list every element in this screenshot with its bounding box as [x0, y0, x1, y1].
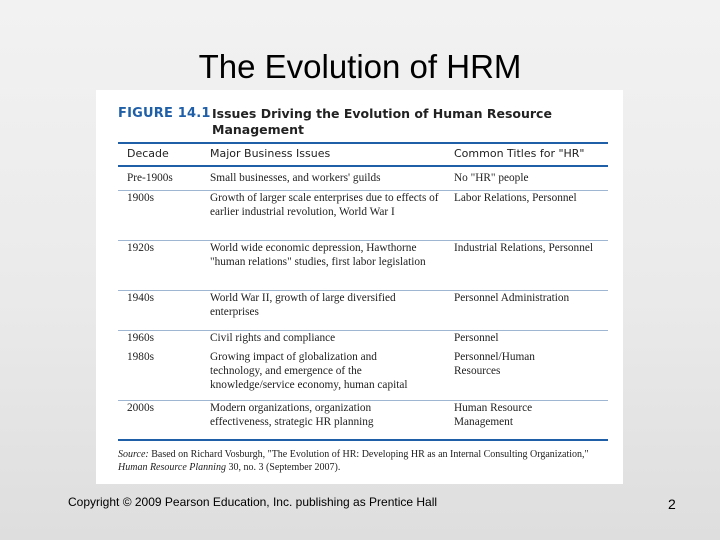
- cell-titles: Personnel/Human Resources: [454, 351, 535, 377]
- header-rule-bottom: [118, 165, 608, 167]
- figure-label: FIGURE 14.1: [118, 106, 211, 121]
- cell-issues: Modern organizations, organization effectiveness, strategic HR planning: [210, 402, 374, 428]
- header-rule-top: [118, 142, 608, 144]
- table-row: [118, 350, 608, 398]
- cell-issues: Growth of larger scale enterprises due to effects of earlier industrial revolution, World War I: [210, 192, 439, 218]
- cell-decade: 1960s: [127, 332, 154, 344]
- cell-decade: 1980s: [127, 351, 154, 363]
- cell-titles: Personnel: [454, 332, 499, 344]
- page-number: 2: [668, 496, 676, 512]
- cell-issues: Small businesses, and workers' guilds: [210, 172, 381, 184]
- figure-source: [118, 448, 608, 474]
- copyright-footer: Copyright © 2009 Pearson Education, Inc. publishing as Prentice Hall: [68, 495, 438, 509]
- table-bottom-rule: [118, 439, 608, 441]
- source-label: Source:: [118, 449, 149, 460]
- cell-titles: No "HR" people: [454, 172, 529, 184]
- source-journal: Human Resource Planning: [118, 462, 226, 473]
- cell-decade: 1900s: [127, 192, 154, 204]
- table-row: [118, 400, 608, 437]
- cell-decade: 2000s: [127, 402, 154, 414]
- cell-issues: World wide economic depression, Hawthorne "human relations" studies, first labor legislation: [210, 242, 426, 268]
- column-header-issues: Major Business Issues: [210, 147, 331, 160]
- table-row: [118, 240, 608, 289]
- cell-issues: Civil rights and compliance: [210, 332, 336, 344]
- figure-title: Issues Driving the Evolution of Human Resource Management: [212, 106, 552, 137]
- cell-titles: Labor Relations, Personnel: [454, 192, 577, 204]
- column-header-decade: Decade: [127, 147, 169, 160]
- cell-titles: Human Resource Management: [454, 402, 533, 428]
- cell-titles: Industrial Relations, Personnel: [454, 242, 593, 254]
- cell-decade: Pre-1900s: [127, 172, 173, 184]
- figure-table-image: [96, 90, 623, 484]
- cell-decade: 1940s: [127, 292, 154, 304]
- table-row: [118, 171, 608, 189]
- cell-decade: 1920s: [127, 242, 154, 254]
- cell-titles: Personnel Administration: [454, 292, 570, 304]
- slide-title: The Evolution of HRM: [198, 48, 522, 85]
- table-row: [118, 290, 608, 326]
- source-text: Based on Richard Vosburgh, "The Evolution of HR: Developing HR as an Internal Consulting Organization,": [151, 449, 589, 460]
- cell-issues: Growing impact of globalization and technology, and emergence of the knowledge/service economy, human capital: [210, 351, 408, 391]
- source-citation: 30, no. 3 (September 2007).: [228, 462, 341, 473]
- column-header-titles: Common Titles for "HR": [454, 147, 585, 160]
- table-row: [118, 190, 608, 238]
- table-row: [118, 330, 608, 349]
- cell-issues: World War II, growth of large diversified enterprises: [210, 292, 396, 318]
